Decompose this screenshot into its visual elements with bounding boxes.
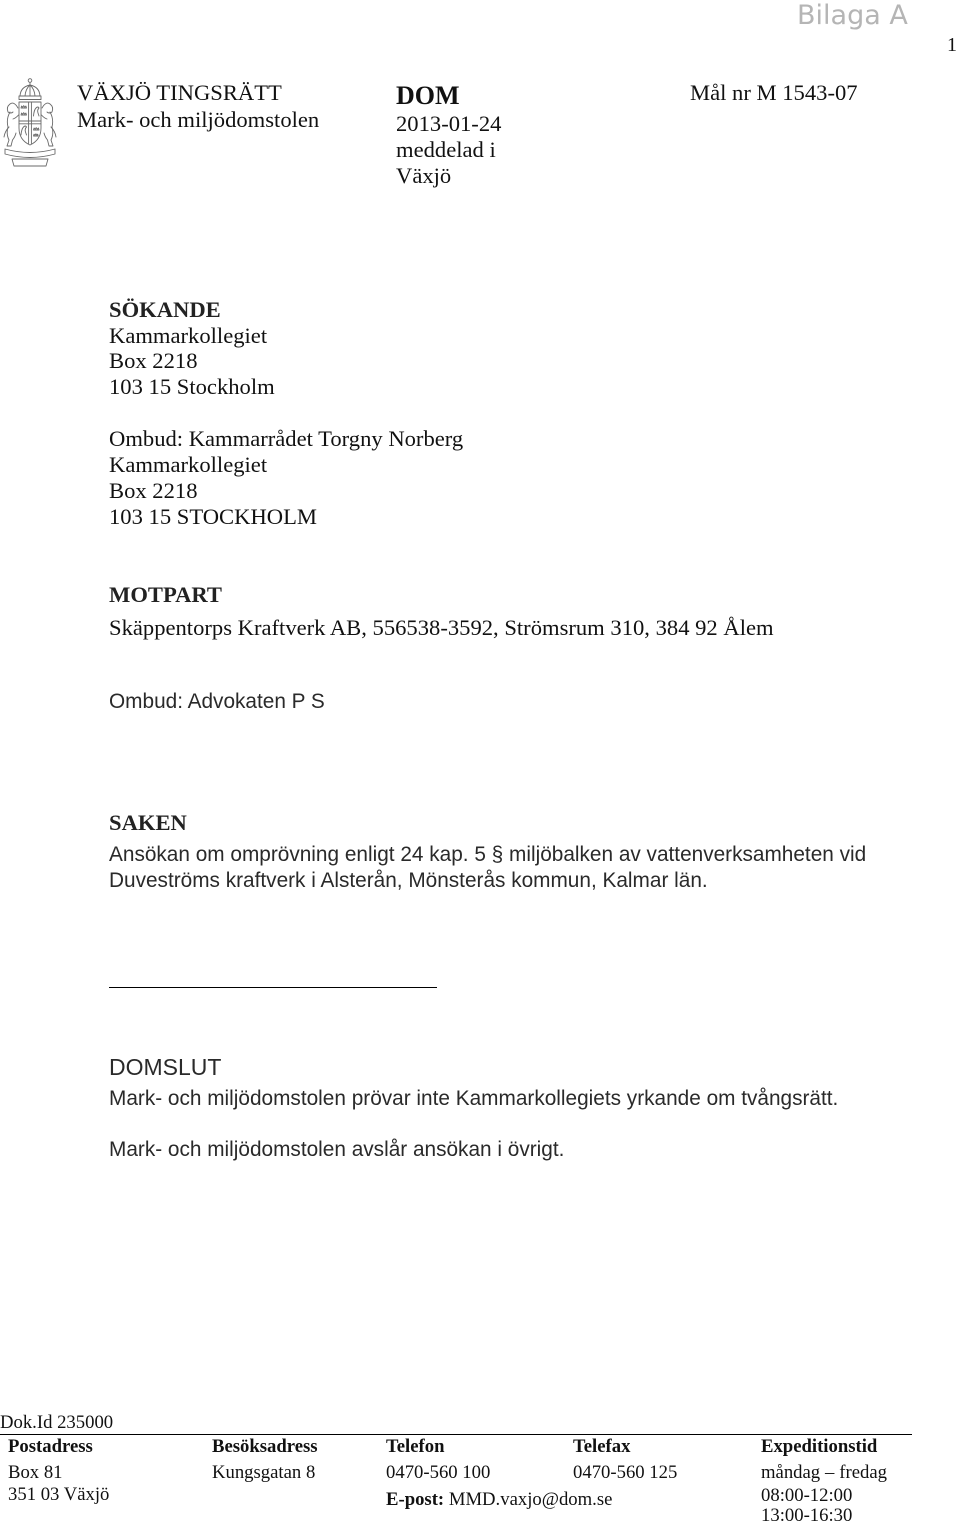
footer-email: [386, 1490, 612, 1510]
footer-postal-line: 351 03 Växjö: [8, 1484, 110, 1505]
applicant-counsel-line: Kammarkollegiet: [109, 452, 268, 477]
footer-fax-heading: Telefax: [573, 1436, 631, 1457]
footer-email-address: MMD.vaxjo@dom.se: [448, 1489, 613, 1510]
attachment-label: Bilaga A: [797, 0, 908, 31]
lion-right-icon: [42, 103, 57, 146]
coat-of-arms-emblem: [1, 77, 59, 169]
applicant-counsel-line: Box 2218: [109, 478, 198, 503]
court-name: VÄXJÖ TINGSRÄTT: [77, 80, 282, 105]
pedestal-icon: [5, 149, 55, 166]
issued-place-line-2: Växjö: [396, 163, 452, 188]
footer-email-label: E-post:: [386, 1489, 445, 1510]
footer-hours-days: måndag – fredag: [761, 1462, 887, 1483]
crown-icon: [19, 79, 41, 100]
footer-fax-number: 0470-560 125: [573, 1462, 678, 1483]
opposing-party-counsel: Ombud: Advokaten P S: [109, 690, 325, 713]
shield-icon: [19, 102, 41, 145]
document-date: 2013-01-24: [396, 111, 502, 136]
footer-phone-heading: Telefon: [386, 1436, 445, 1457]
applicant-counsel-line: 103 15 STOCKHOLM: [109, 504, 317, 529]
footer-visiting-heading: Besöksadress: [212, 1436, 318, 1457]
footer-visiting-address: Kungsgatan 8: [212, 1462, 316, 1483]
ruling-paragraph: Mark- och miljödomstolen avslår ansökan i övrigt.: [109, 1138, 565, 1161]
footer-hours-heading: Expeditionstid: [761, 1436, 878, 1457]
matter-line: Duveströms kraftverk i Alsterån, Mönsterås kommun, Kalmar län.: [109, 869, 708, 892]
document-type: DOM: [396, 81, 460, 110]
lion-left-icon: [4, 103, 19, 146]
footer-postal-line: Box 81: [8, 1462, 63, 1483]
section-divider: [109, 987, 437, 988]
matter-line: Ansökan om omprövning enligt 24 kap. 5 § miljöbalken av vattenverksamheten vid: [109, 843, 867, 866]
case-number: Mål nr M 1543-07: [690, 80, 858, 105]
page-number: 1: [947, 34, 957, 56]
matter-heading: SAKEN: [109, 810, 187, 835]
footer-divider: [0, 1434, 912, 1435]
applicant-section: [109, 297, 275, 399]
applicant-line: Box 2218: [109, 348, 198, 374]
opposing-party-heading: MOTPART: [109, 582, 223, 607]
ruling-paragraph: Mark- och miljödomstolen prövar inte Kammarkollegiets yrkande om tvångsrätt.: [109, 1087, 839, 1110]
document-id: Dok.Id 235000: [0, 1412, 114, 1433]
applicant-counsel-section: [109, 426, 463, 530]
court-division: Mark- och miljödomstolen: [77, 107, 320, 132]
applicant-counsel-line: Ombud: Kammarrådet Torgny Norberg: [109, 426, 464, 451]
issued-place-line-1: meddelad i: [396, 137, 496, 162]
footer-phone-number: 0470-560 100: [386, 1462, 491, 1483]
footer-hours-morning: 08:00-12:00: [761, 1485, 853, 1506]
footer-postal-heading: Postadress: [8, 1436, 93, 1457]
applicant-line: 103 15 Stockholm: [109, 373, 275, 399]
ruling-heading: DOMSLUT: [109, 1054, 222, 1080]
opposing-party-details: Skäppentorps Kraftverk AB, 556538-3592, Strömsrum 310, 384 92 Ålem: [109, 615, 774, 640]
footer-hours-afternoon: 13:00-16:30: [761, 1505, 853, 1525]
matter-description: [109, 842, 866, 894]
applicant-line: Kammarkollegiet: [109, 322, 268, 348]
applicant-heading: SÖKANDE: [109, 297, 221, 322]
